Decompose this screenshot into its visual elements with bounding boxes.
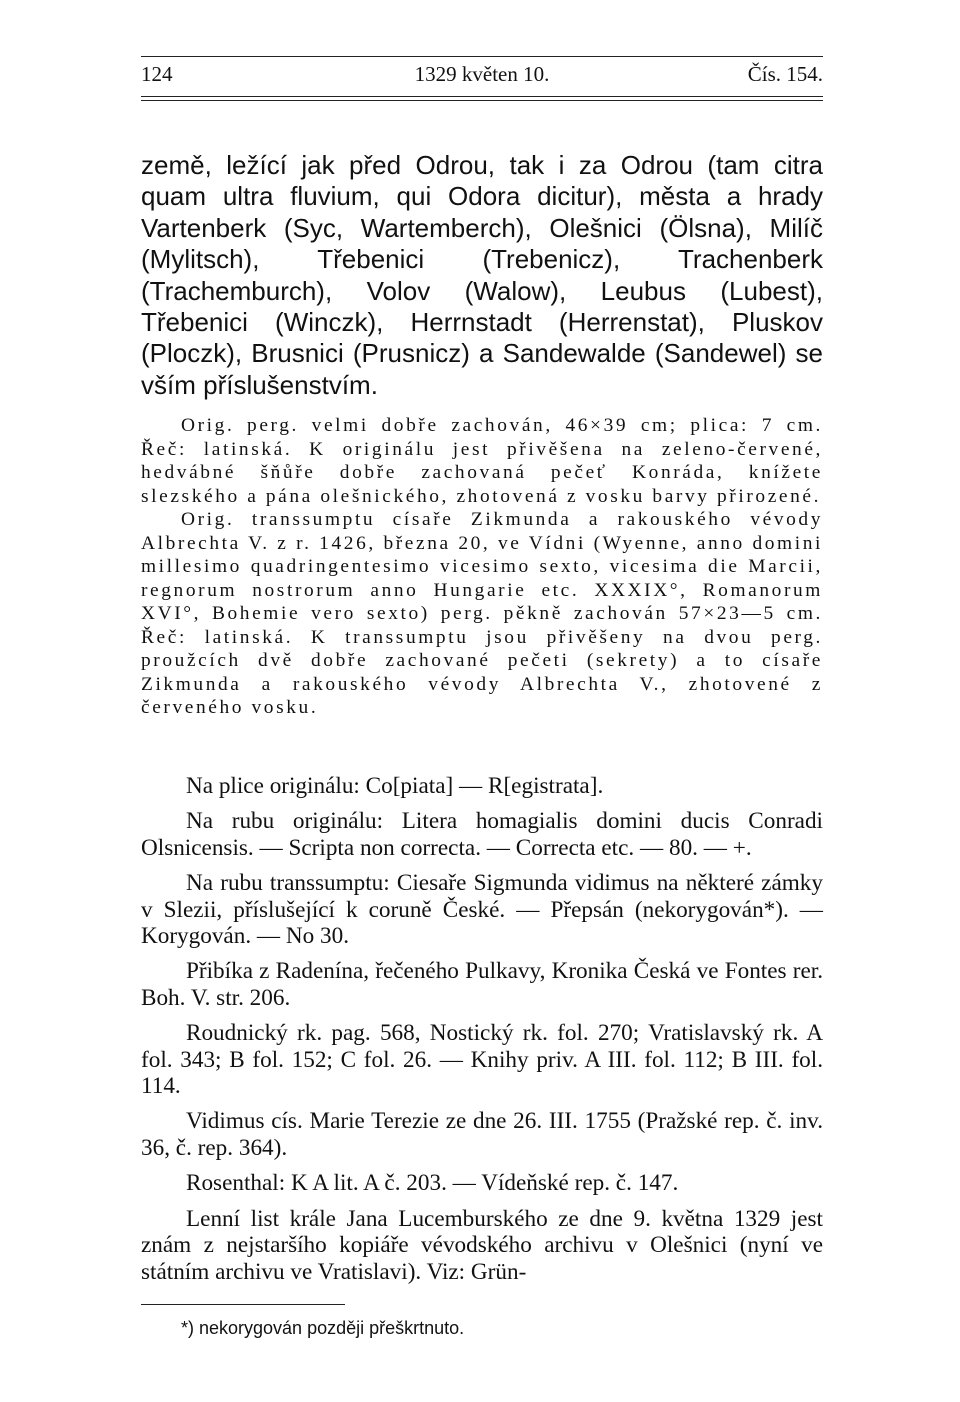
orig-paragraph-2: Orig. transsumptu císaře Zikmunda a rakouského vévody Albrechta V. z r. 1426, března 20, ve Vídni (Wyenne, anno domini millesimo quadringentesimo vicesimo sexto, vicesima die Marcii, regnorum nostrorum anno Hungarie etc. XXXIX°, Romanorum XVI°, Bohemie vero sexto) perg. pěkně zachován 57×23—5 cm. Řeč: latinská. K transsumptu jsou přivěšeny na dvou perg. proužcích dvě dobře zachované pečeti (sekrety) a to císaře Zikmunda a rakouského vévody Albrechta V., zhotovené z červeného vosku. — [141, 509, 823, 718]
footnote-text: *) nekorygován později přeškrtnuto. — [181, 1318, 465, 1338]
note-paragraph: Roudnický rk. pag. 568, Nostický rk. fol. 270; Vratislavský rk. A fol. 343; B fol. 152; C fol. 26. — Knihy priv. A III. fol. 112; B III. fol. 114. — [141, 1020, 823, 1100]
header-rule-top — [141, 56, 823, 57]
main-text-block — [141, 150, 823, 401]
page-number: 124 — [141, 62, 173, 86]
notes-block — [141, 773, 823, 1294]
footnote — [141, 1318, 823, 1339]
orig-paragraph-1: Orig. perg. velmi dobře zachován, 46×39 cm; plica: 7 cm. Řeč: latinská. K originálu jest přivěšena na zeleno-červené, hedvábné šňůře dobře zachovaná pečeť Konráda, knížete slezského a pána olešnického, zhotovená z vosku barvy přirozené. — [141, 415, 823, 507]
note-paragraph: Na rubu transsumptu: Ciesaře Sigmunda vidimus na některé zámky v Slezii, příslušející k coruně České. — Přepsán (nekorygován*). — Korygován. — No 30. — [141, 870, 823, 950]
header-rule-bottom-double — [141, 100, 823, 101]
note-paragraph: Lenní list krále Jana Lucemburského ze dne 9. května 1329 jest znám z nejstaršího kopiáře vévodského archivu v Olešnici (nyní ve státním archivu ve Vratislavi). Viz: Grün- — [141, 1205, 823, 1285]
footnote-rule — [141, 1304, 345, 1305]
note-paragraph: Vidimus cís. Marie Terezie ze dne 26. III. 1755 (Pražské rep. č. inv. 36, č. rep. 364). — [141, 1108, 823, 1161]
note-paragraph: Na plice originálu: Co[piata] — R[egistrata]. — [186, 773, 604, 799]
note-paragraph: Přibíka z Radenína, řečeného Pulkavy, Kronika Česká ve Fontes rer. Boh. V. str. 206. — [141, 958, 823, 1011]
original-description — [141, 414, 823, 720]
note-paragraph: Na rubu originálu: Litera homagialis domini ducis Conradi Olsnicensis. — Scripta non correcta. — Correcta etc. — 80. — +. — [141, 808, 823, 861]
document-number: Čís. 154. — [747, 62, 823, 86]
main-paragraph: země, ležící jak před Odrou, tak i za Odrou (tam citra quam ultra fluvium, qui Odora dicitur), města a hrady Vartenberk (Syc, Wartemberch), Olešnici (Ölsna), Milíč (Mylitsch), Třebenici (Trebenicz), Trachenberk (Trachemburch), Volov (Walow), Leubus (Lubest), Třebenici (Winczk), Herrnstadt (Herrenstat), Pluskov (Ploczk), Brusnici (Prusnicz) a Sandewalde (Sandewel) se vším příslušenstvím. — [141, 150, 823, 400]
header-date: 1329 květen 10. — [414, 62, 550, 86]
running-header — [141, 62, 823, 92]
note-paragraph: Rosenthal: K A lit. A č. 203. — Vídeňské rep. č. 147. — [186, 1170, 679, 1197]
header-rule-bottom — [141, 96, 823, 97]
